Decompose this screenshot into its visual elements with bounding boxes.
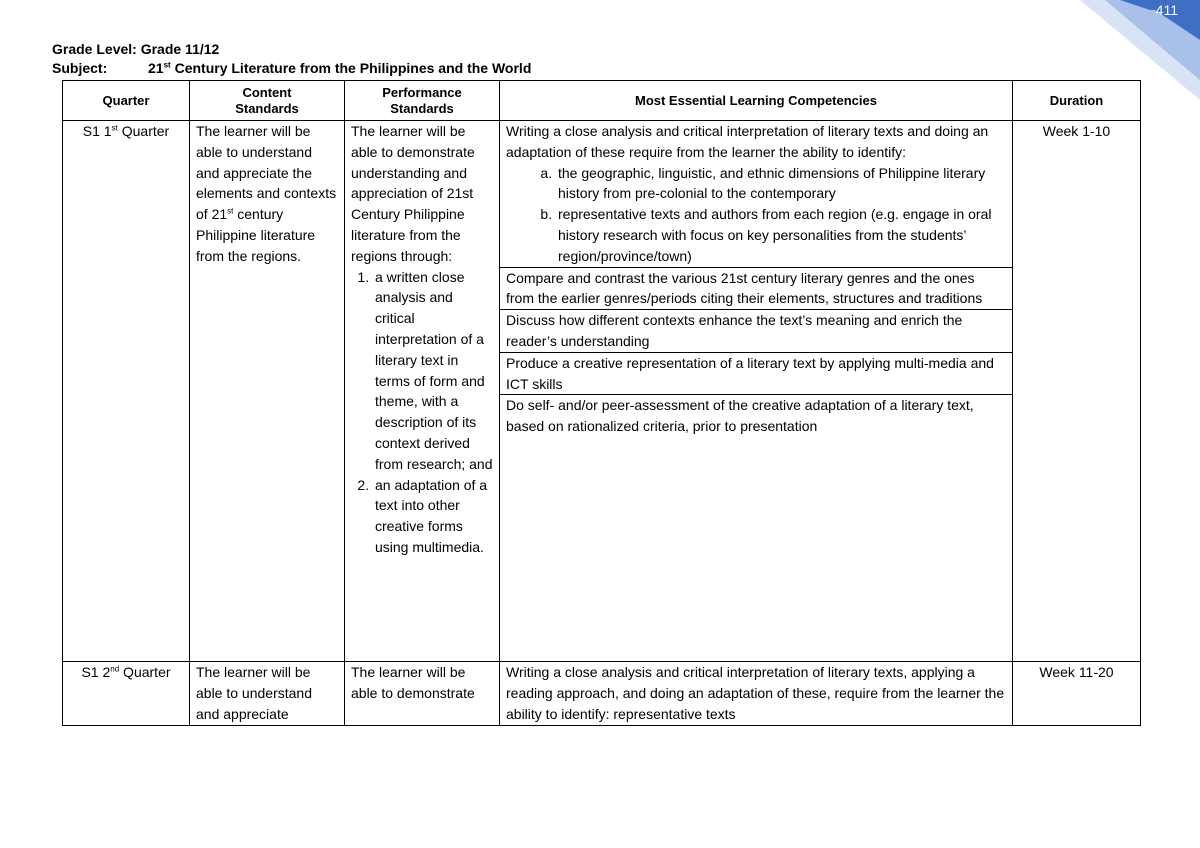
performance-list (351, 267, 493, 558)
page-number: 411 (1155, 2, 1178, 18)
list-item: 2. an adaptation of a text into other creative forms using multimedia. (373, 475, 493, 558)
quarter-cell: S1 2nd Quarter (63, 662, 190, 726)
subject-label: Subject: (52, 60, 108, 76)
table-row (63, 121, 1141, 662)
table-row (63, 662, 1141, 726)
header-melc: Most Essential Learning Competencies (500, 81, 1013, 121)
subject-sup: st (163, 60, 171, 70)
subject-rest: Century Literature from the Philippines and the World (170, 60, 532, 76)
melc-cell (500, 121, 1013, 662)
melc-item: Discuss how different contexts enhance the text’s meaning and enrich the reader’s understanding (500, 310, 1012, 353)
performance-standards-cell: The learner will be able to demonstrate (345, 662, 500, 726)
list-item: a. the geographic, linguistic, and ethnic dimensions of Philippine literary history from pre-colonial to the contemporary (556, 163, 1006, 205)
grade-level: Grade Level: Grade 11/12 (52, 41, 220, 57)
subject-prefix: 21 (148, 60, 164, 76)
header-performance-standards: Performance Standards (345, 81, 500, 121)
melc-cell: Writing a close analysis and critical interpretation of literary texts, applying a reading approach, and doing an adaptation of these, require from the learner the ability to identify: representative texts (500, 662, 1013, 726)
subject-line (52, 59, 531, 78)
quarter-cell: S1 1st Quarter (63, 121, 190, 662)
melc-item: Do self- and/or peer-assessment of the creative adaptation of a literary text, based on rationalized criteria, prior to presentation (506, 397, 974, 435)
duration-cell: Week 11-20 (1013, 662, 1141, 726)
performance-standards-cell (345, 121, 500, 662)
melc-item: Writing a close analysis and critical interpretation of literary texts and doing an adaptation of these require from the learner the ability to identify: a. the geographic, linguistic, and ethnic dimensions of Philippine literary history from pre-colonial to the contemporary b. representative texts and authors from each region (e.g. engage in oral history research with focus on key personalities from the students’ region/province/town) (500, 121, 1012, 268)
performance-intro: The learner will be able to demonstrate understanding and appreciation of 21st Century Philippine literature from the regions through: (351, 123, 475, 264)
document-header (52, 40, 531, 78)
melc-subitems (506, 163, 1006, 267)
table-header-row (63, 81, 1141, 121)
duration-cell: Week 1-10 (1013, 121, 1141, 662)
melc-item: Compare and contrast the various 21st century literary genres and the ones from the earlier genres/periods citing their elements, structures and traditions (500, 268, 1012, 311)
curriculum-table (62, 80, 1141, 726)
content-standards-cell: The learner will be able to understand and appreciate the elements and contexts of 21st century Philippine literature from the regions. (190, 121, 345, 662)
header-quarter: Quarter (63, 81, 190, 121)
melc-item: Produce a creative representation of a literary text by applying multi-media and ICT skills (500, 353, 1012, 396)
list-item: 1. a written close analysis and critical interpretation of a literary text in terms of form and theme, with a description of its context derived from research; and (373, 267, 493, 475)
content-standards-cell: The learner will be able to understand and appreciate (190, 662, 345, 726)
header-content-standards: Content Standards (190, 81, 345, 121)
header-duration: Duration (1013, 81, 1141, 121)
list-item: b. representative texts and authors from each region (e.g. engage in oral history research with focus on key personalities from the students’ region/province/town) (556, 204, 1006, 266)
